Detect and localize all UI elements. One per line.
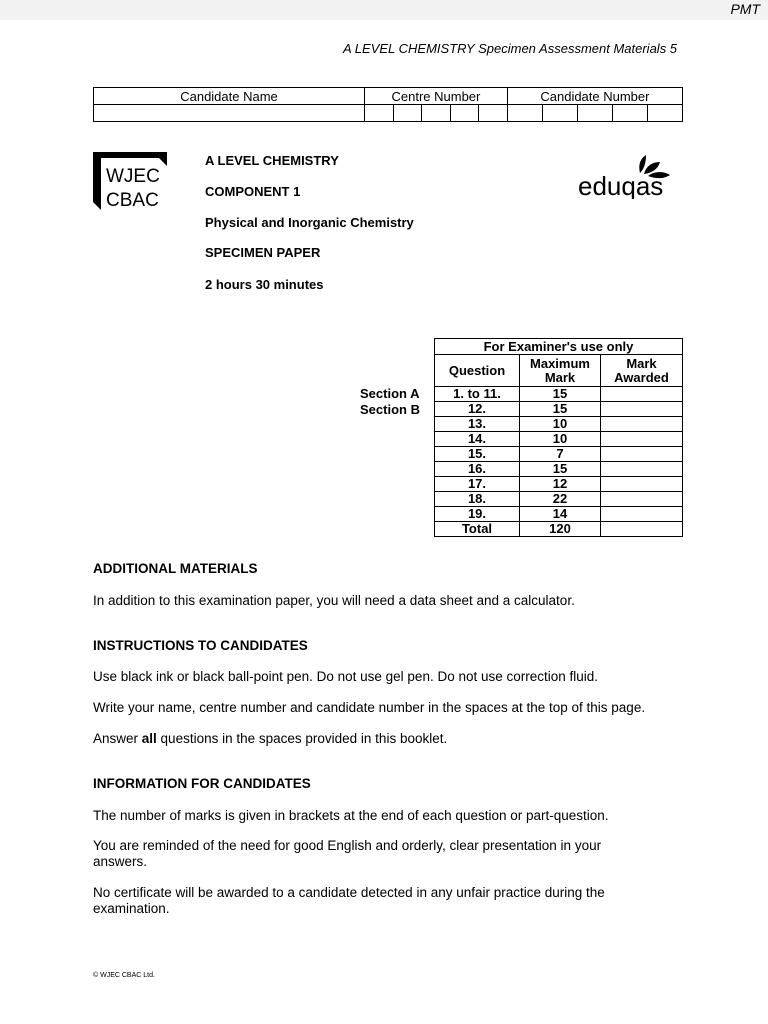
candidate-details-table xyxy=(93,87,683,122)
table-row xyxy=(435,387,683,402)
mark-awarded-column-header: Mark Awarded xyxy=(601,355,683,387)
centre-number-box[interactable] xyxy=(365,105,394,122)
instructions-heading: INSTRUCTIONS TO CANDIDATES xyxy=(93,638,308,653)
component-title: COMPONENT 1 xyxy=(205,184,301,199)
candidate-number-box[interactable] xyxy=(647,105,682,122)
question-cell: 17. xyxy=(435,477,520,492)
max-mark-cell: 14 xyxy=(520,507,601,522)
total-max-cell: 120 xyxy=(520,522,601,537)
table-row xyxy=(435,477,683,492)
question-cell: 14. xyxy=(435,432,520,447)
question-cell: 12. xyxy=(435,402,520,417)
question-cell: 19. xyxy=(435,507,520,522)
svg-text:CBAC: CBAC xyxy=(106,190,159,211)
instructions-p3-end: questions in the spaces provided in this booklet. xyxy=(156,731,448,746)
instructions-p3-start: Answer xyxy=(93,731,142,746)
centre-number-box[interactable] xyxy=(422,105,451,122)
question-column-header: Question xyxy=(435,355,520,387)
instructions-p1: Use black ink or black ball-point pen. Do not use gel pen. Do not use correction fluid. xyxy=(93,669,599,684)
pmt-tag xyxy=(0,0,768,20)
mark-awarded-cell[interactable] xyxy=(601,462,683,477)
table-row-total xyxy=(435,522,683,537)
question-cell: 18. xyxy=(435,492,520,507)
table-row xyxy=(435,492,683,507)
instructions-p3-bold: all xyxy=(141,731,157,746)
additional-materials-heading: ADDITIONAL MATERIALS xyxy=(93,561,258,576)
section-b-label: Section B xyxy=(360,402,420,417)
candidate-name-field[interactable] xyxy=(94,105,365,122)
total-label-cell: Total xyxy=(435,522,520,537)
paper-duration: 2 hours 30 minutes xyxy=(205,277,324,292)
max-mark-cell: 12 xyxy=(520,477,601,492)
centre-number-box[interactable] xyxy=(479,105,508,122)
max-mark-cell: 15 xyxy=(520,387,601,402)
centre-number-box[interactable] xyxy=(450,105,479,122)
section-a-label: Section A xyxy=(360,386,420,401)
question-cell: 15. xyxy=(435,447,520,462)
candidate-number-box[interactable] xyxy=(542,105,577,122)
svg-text:WJEC: WJEC xyxy=(106,166,160,187)
max-mark-cell: 22 xyxy=(520,492,601,507)
table-row xyxy=(435,447,683,462)
pmt-text: PMT xyxy=(730,1,760,17)
maximum-mark-column-header: Maximum Mark xyxy=(520,355,601,387)
table-row xyxy=(435,402,683,417)
candidate-number-box[interactable] xyxy=(507,105,542,122)
candidate-number-box[interactable] xyxy=(577,105,612,122)
mark-awarded-cell[interactable] xyxy=(601,432,683,447)
candidate-table-input-row xyxy=(94,105,683,122)
mark-awarded-cell[interactable] xyxy=(601,402,683,417)
mark-awarded-cell[interactable] xyxy=(601,507,683,522)
max-mark-cell: 10 xyxy=(520,432,601,447)
question-cell: 16. xyxy=(435,462,520,477)
max-mark-cell: 10 xyxy=(520,417,601,432)
wjec-cbac-logo xyxy=(93,152,167,212)
candidate-table-header-row xyxy=(94,88,683,105)
table-row xyxy=(435,432,683,447)
table-row xyxy=(435,462,683,477)
instructions-p3 xyxy=(93,731,683,747)
instructions-p2: Write your name, centre number and candidate number in the spaces at the top of this page. xyxy=(93,700,646,715)
information-p3: No certificate will be awarded to a candidate detected in any unfair practice during the examination. xyxy=(93,885,605,916)
additional-materials-text: In addition to this examination paper, you will need a data sheet and a calculator. xyxy=(93,593,575,608)
paper-type: SPECIMEN PAPER xyxy=(205,245,321,260)
running-header: A LEVEL CHEMISTRY Specimen Assessment Materials 5 xyxy=(343,41,678,56)
centre-number-header: Centre Number xyxy=(365,88,508,105)
subject-title: A LEVEL CHEMISTRY xyxy=(205,153,339,168)
information-p2: You are reminded of the need for good English and orderly, clear presentation in your answers. xyxy=(93,838,602,869)
question-cell: 1. to 11. xyxy=(435,387,520,402)
svg-text:eduqas: eduqas xyxy=(578,171,664,199)
information-heading: INFORMATION FOR CANDIDATES xyxy=(93,776,311,791)
examiner-use-table xyxy=(434,338,683,537)
mark-awarded-cell[interactable] xyxy=(601,417,683,432)
mark-awarded-cell[interactable] xyxy=(601,387,683,402)
total-awarded-cell[interactable] xyxy=(601,522,683,537)
examiner-table-caption: For Examiner's use only xyxy=(435,339,683,355)
candidate-name-header: Candidate Name xyxy=(94,88,365,105)
centre-number-box[interactable] xyxy=(393,105,422,122)
max-mark-cell: 15 xyxy=(520,462,601,477)
mark-awarded-cell[interactable] xyxy=(601,477,683,492)
question-cell: 13. xyxy=(435,417,520,432)
paper-title: Physical and Inorganic Chemistry xyxy=(205,215,414,230)
mark-awarded-cell[interactable] xyxy=(601,447,683,462)
eduqas-logo xyxy=(578,153,678,199)
max-mark-cell: 7 xyxy=(520,447,601,462)
mark-awarded-cell[interactable] xyxy=(601,492,683,507)
copyright-footer: © WJEC CBAC Ltd. xyxy=(93,972,155,979)
table-row xyxy=(435,507,683,522)
table-row xyxy=(435,417,683,432)
candidate-number-header: Candidate Number xyxy=(507,88,682,105)
candidate-number-box[interactable] xyxy=(612,105,647,122)
information-p1: The number of marks is given in brackets at the end of each question or part-question. xyxy=(93,808,609,823)
max-mark-cell: 15 xyxy=(520,402,601,417)
